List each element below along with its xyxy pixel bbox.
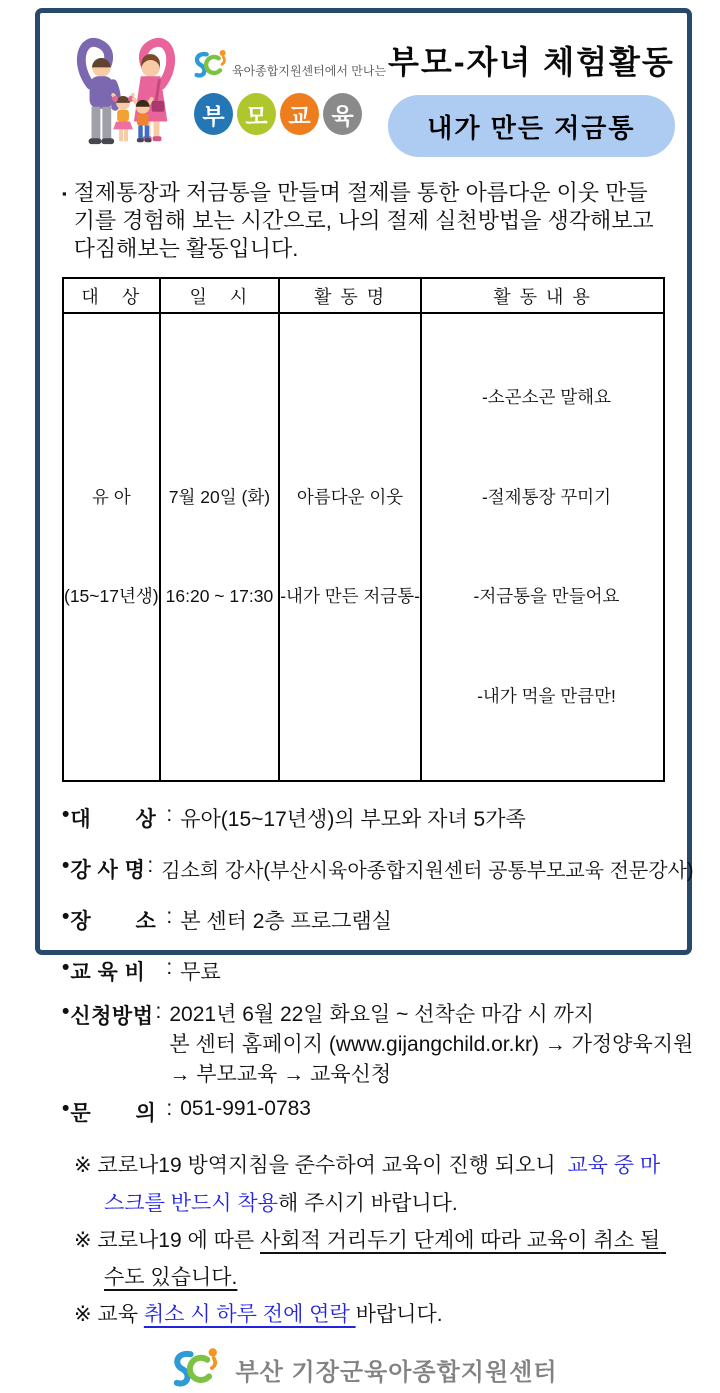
dot-bullet: •: [62, 955, 70, 979]
detail-value: 무료: [180, 960, 221, 984]
page-title: 부모-자녀 체험활동: [388, 44, 675, 80]
apply-website-path: 본 센터 홈페이지 (www.gijangchild.or.kr) → 가정양육지원: [169, 1032, 694, 1056]
cell-target: 유 아 (15~17년생): [63, 313, 160, 781]
notice-cancel-contact: ※ 교육 취소 시 하루 전에 연락 바랍니다.: [74, 1303, 443, 1327]
flyer-frame: [35, 8, 694, 1386]
detail-instructor: • 강 사 명 : 김소희 강사(부산시육아종합지원센터 공통부모교육 전문강사): [62, 853, 694, 882]
badge-circle-mo: 모: [237, 93, 276, 135]
dot-bullet: •: [62, 999, 70, 1023]
table-header-row: [63, 278, 664, 313]
distancing-underline: 사회적 거리두기 단계에 따라 교육이 취소 될 수도 있습니다.: [104, 1228, 667, 1289]
badge-circle-yuk: 육: [323, 93, 362, 135]
detail-label: 대 상: [70, 807, 157, 831]
title-block: [388, 27, 675, 157]
detail-label: 신청방법: [70, 1004, 154, 1028]
organization-name: 부산 기장군육아종합지원센터: [235, 1358, 558, 1386]
col-header-activity-contents: 활 동 내 용: [421, 278, 664, 313]
detail-value: 유아(15~17년생)의 부모와 자녀 5가족: [180, 807, 526, 831]
badge-circle-gyo: 교: [280, 93, 319, 135]
col-header-target: 대 상: [63, 278, 160, 313]
notice-cancellation-possible: ※ 코로나19 에 따른 사회적 거리두기 단계에 따라 교육이 취소 될 수도 있습니다.: [74, 1228, 667, 1289]
dot-bullet: •: [62, 1097, 70, 1121]
details-list: [62, 802, 694, 1127]
brand-lockup: [192, 37, 386, 135]
cell-datetime: 7월 20일 (화) 16:20 ~ 17:30: [160, 313, 280, 781]
table-row: [63, 313, 664, 781]
dot-bullet: •: [62, 904, 70, 928]
badge-circle-bu: 부: [194, 93, 233, 135]
detail-place: • 장 소 : 본 센터 2층 프로그램실: [62, 904, 392, 933]
cell-activity-contents: -소곤소곤 말해요 -절제통장 꾸미기 -저금통을 만들어요 -내가 먹을 만큼만!: [421, 313, 664, 781]
apply-menu-path: → 부모교육 → 교육신청: [169, 1062, 392, 1086]
detail-target: • 대 상 : 유아(15~17년생)의 부모와 자녀 5가족: [62, 802, 526, 831]
brand-block: [62, 27, 387, 157]
brand-tagline: 육아종합지원센터에서 만나는: [232, 64, 387, 78]
family-illustration: [62, 27, 190, 157]
header: [62, 27, 675, 157]
notices: [74, 1147, 665, 1333]
detail-apply-method: • 신청방법 : 2021년 6월 22일 화요일 ~ 선착순 마감 시 까지 본 센터 홈페이지 (www.gijangchild.or.kr) → 가정양육지원 → 부모교육 → 교육신청: [62, 1000, 665, 1089]
footer: [62, 1345, 665, 1393]
parent-education-logo: [194, 93, 386, 135]
schedule-table: [62, 277, 665, 782]
detail-value: [169, 1000, 693, 1089]
dot-bullet: •: [62, 853, 70, 877]
detail-label: 강 사 명: [70, 858, 146, 882]
detail-label: 문 의: [70, 1102, 157, 1126]
detail-value: 본 센터 2층 프로그램실: [180, 909, 392, 933]
dot-bullet: •: [62, 802, 70, 826]
cell-activity-name: 아름다운 이웃 -내가 만든 저금통-: [279, 313, 421, 781]
program-title-badge: 내가 만든 저금통: [388, 95, 675, 157]
detail-label: 장 소: [70, 909, 157, 933]
col-header-datetime: 일 시: [160, 278, 280, 313]
center-logo-icon: [192, 47, 232, 83]
notice-mask: ※ 코로나19 방역지침을 준수하여 교육이 진행 되오니 교육 중 마스크를 반드시 착용해 주시기 바랍니다.: [74, 1154, 661, 1215]
square-bullet: ▪: [62, 186, 67, 201]
intro-text: 절제통장과 저금통을 만들며 절제를 통한 아름다운 이웃 만들기를 경험해 보는 시간으로, 나의 절제 실천방법을 생각해보고 다짐해보는 활동입니다.: [73, 180, 654, 262]
mask-required-highlight: 교육 중 마스크를 반드시 착용: [104, 1154, 661, 1215]
col-header-activity-name: 활 동 명: [279, 278, 421, 313]
detail-fee: • 교 육 비 : 무료: [62, 955, 221, 984]
phone-number: 051-991-0783: [180, 1097, 311, 1121]
detail-label: 교 육 비: [70, 960, 146, 984]
cancel-contact-highlight: 취소 시 하루 전에 연락: [143, 1303, 356, 1327]
detail-value: 김소희 강사(부산시육아종합지원센터 공통부모교육 전문강사): [161, 859, 694, 882]
apply-period: 2021년 6월 22일 화요일 ~ 선착순 마감 시 까지: [169, 1002, 595, 1026]
center-logo-icon: [169, 1345, 227, 1393]
detail-contact: • 문 의 : 051-991-0783: [62, 1097, 311, 1126]
intro-paragraph: [62, 179, 665, 263]
